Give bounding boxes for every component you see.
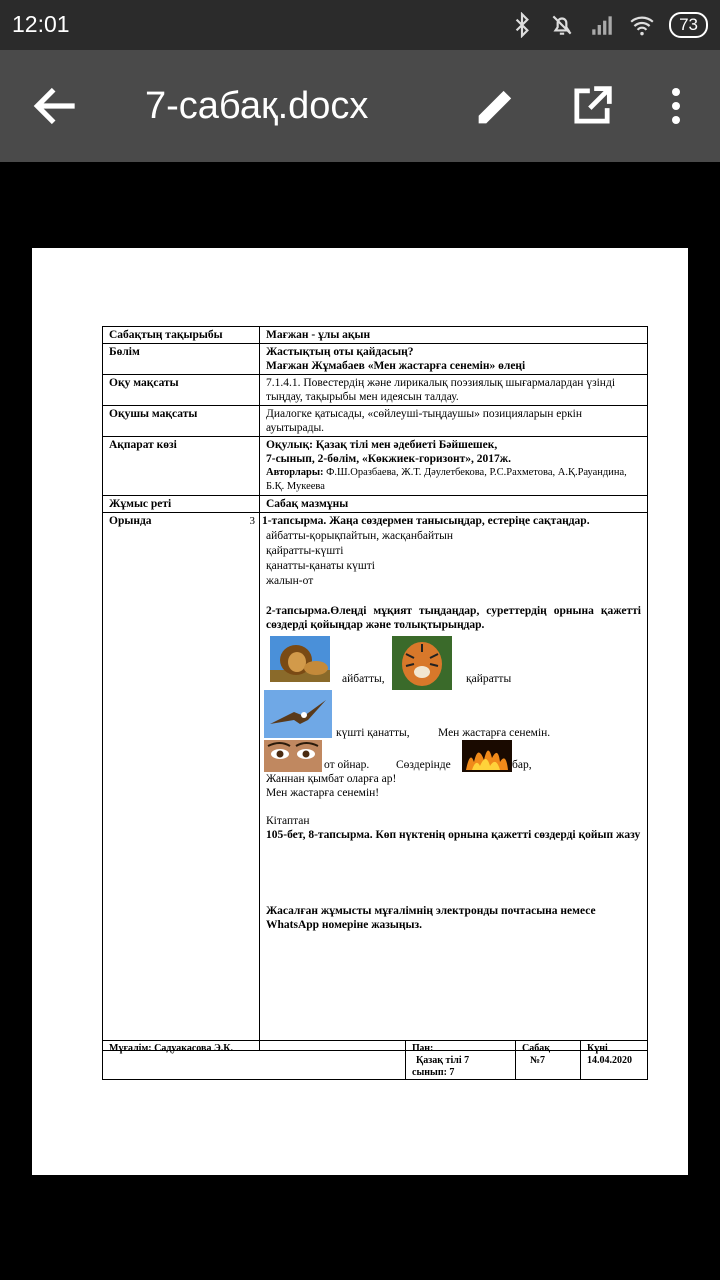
student-objective: Диалогке қатысады, «сөйлеуші-тыңдаушы» позицияларын еркін ауытырады. <box>260 406 648 437</box>
section-line: Жастықтың оты қайдасың? <box>266 346 414 358</box>
back-arrow-icon[interactable] <box>28 78 84 134</box>
footer-lesson-number: №7 <box>530 1055 546 1066</box>
poem-word: Мен жастарға сенемін. <box>438 727 551 739</box>
poem-line-5: Мен жастарға сенемін! <box>266 787 380 799</box>
footer-date-value: 14.04.2020 <box>587 1055 632 1066</box>
footer-date <box>580 1041 649 1079</box>
table-row <box>103 496 648 513</box>
vocab-word: қанатты-қанаты күшті <box>266 560 375 572</box>
document-title: 7-сабақ.docx <box>145 85 369 127</box>
poem-word: қайратты <box>466 673 512 685</box>
main-label-cell <box>103 513 260 1051</box>
section-cell <box>260 344 648 375</box>
footer-date-label: Күні <box>587 1043 608 1054</box>
mute-bell-icon <box>549 12 575 38</box>
status-icons <box>509 10 708 40</box>
poem-word: бар, <box>512 759 532 771</box>
word-list <box>266 529 641 588</box>
bluetooth-icon <box>509 12 535 38</box>
task3: 105-бет, 8-тапсырма. Көп нүктенің орнына қажетті сөздерді қойып жазу <box>266 829 641 841</box>
table-row <box>103 437 648 496</box>
table-row <box>103 375 648 406</box>
footer-subject-label: Пән: <box>412 1043 434 1054</box>
time-number: 3 <box>249 515 255 527</box>
footer-subject-value: Қазақ тілі 7 <box>416 1055 470 1066</box>
poem-word: күшті қанатты, <box>336 727 410 739</box>
learning-objective: 7.1.4.1. Повестердің және лирикалық поэзиялық шығармалардан үзінді тыңдау, тақырыбы мен идеясын талдау. <box>260 375 648 406</box>
poem-line-3 <box>266 740 641 772</box>
edit-pencil-icon[interactable] <box>470 80 522 132</box>
book-label: Кітаптан <box>266 815 310 827</box>
lesson-plan-table <box>102 326 648 1051</box>
signal-icon <box>589 12 615 38</box>
fire-image <box>462 740 512 772</box>
lion-image <box>270 636 330 682</box>
source-line: 7-сынып, 2-бөлім, «Көкжиек-горизонт», 2017ж. <box>266 453 511 465</box>
document-page <box>32 248 688 1175</box>
table-row <box>103 327 648 344</box>
vocab-word: қайратты-күшті <box>266 545 344 557</box>
poem-word: айбатты, <box>342 673 385 685</box>
row-label: Ақпарат көзі <box>103 437 260 496</box>
row-label: Орында <box>109 515 152 527</box>
wifi-icon <box>629 12 655 38</box>
table-row <box>103 406 648 437</box>
authors-line <box>266 466 641 494</box>
tiger-image <box>392 636 452 690</box>
authors-label: Авторлары: <box>266 467 324 478</box>
eagle-image <box>264 690 332 738</box>
open-external-icon[interactable] <box>566 80 618 132</box>
poem-line-2 <box>266 690 641 740</box>
vocab-word: айбатты-қорықпайтын, жасқанбайтын <box>266 530 454 542</box>
poem-line-1 <box>266 636 641 692</box>
row-label: Жұмыс реті <box>103 496 260 513</box>
content-header: Сабақ мазмұны <box>260 496 648 513</box>
app-bar <box>0 50 720 162</box>
table-row <box>103 513 648 1051</box>
poem-word: от ойнар. <box>324 759 370 771</box>
more-vert-icon[interactable] <box>652 80 700 132</box>
footer-lesson-label: Сабақ <box>522 1043 550 1054</box>
row-label: Оқу мақсаты <box>103 375 260 406</box>
table-row <box>103 344 648 375</box>
document-footer <box>102 1040 648 1080</box>
footer-subject <box>405 1041 515 1079</box>
document-viewer[interactable] <box>0 162 720 1280</box>
lesson-content <box>260 513 648 1051</box>
footer-teacher: Мұғалім: Садуакасова Э.К. <box>109 1043 233 1054</box>
battery-indicator: 73 <box>669 12 708 38</box>
poem-line-4: Жаннан қымбат оларға ар! <box>266 773 397 785</box>
section-line: Мағжан Жұмабаев «Мен жастарға сенемін» өлеңі <box>266 360 526 372</box>
task1-title: 1-тапсырма. Жаңа сөздермен танысыңдар, естеріңе сақтаңдар. <box>262 515 590 527</box>
task2-title: 2-тапсырма.Өлеңді мұқият тыңдаңдар, суреттердің орнына қажетті сөздерді қойыңдар және толықтырыңдар. <box>266 605 641 631</box>
vocab-word: жалын-от <box>266 575 314 587</box>
poem-word: Сөздерінде <box>396 759 451 771</box>
footer-grade: сынып: 7 <box>412 1067 455 1078</box>
status-bar <box>0 0 720 50</box>
status-time: 12:01 <box>12 11 70 37</box>
submission-instruction: Жасалған жұмысты мұғалімнің электронды почтасына немесе WhatsApp номеріне жазыңыз. <box>266 905 596 931</box>
eyes-image <box>264 740 322 772</box>
row-label: Оқушы мақсаты <box>103 406 260 437</box>
lesson-topic: Мағжан - ұлы ақын <box>260 327 648 344</box>
row-label: Бөлім <box>103 344 260 375</box>
footer-lesson <box>515 1041 580 1079</box>
source-cell <box>260 437 648 496</box>
authors-names: Ф.Ш.Оразбаева, Ж.Т. Дәулетбекова, Р.С.Рахметова, А.Қ.Рауандина, Б.Қ. Мукеева <box>266 467 627 492</box>
row-label: Сабақтың тақырыбы <box>103 327 260 344</box>
source-line: Оқулық: Қазақ тілі мен әдебиеті Бәйшешек, <box>266 439 498 451</box>
